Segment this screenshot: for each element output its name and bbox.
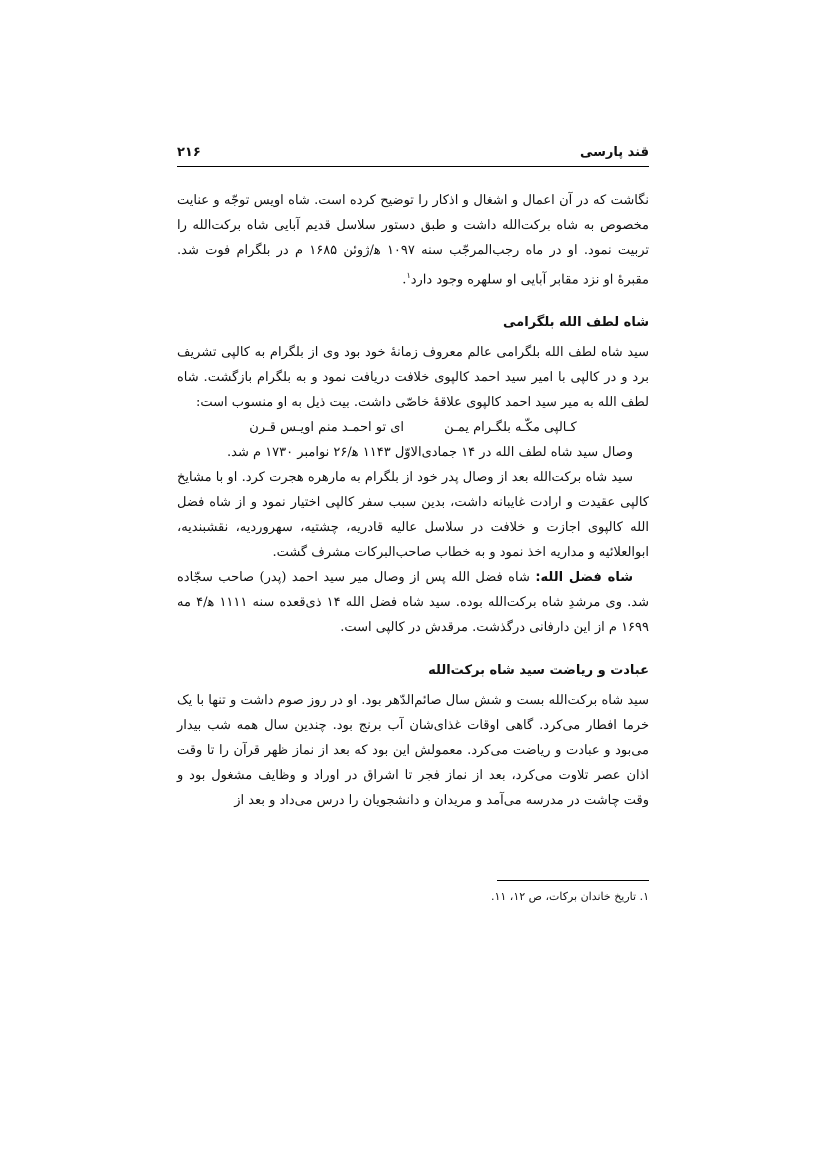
running-title: قند پارسی [579, 145, 649, 160]
footnote-rule [497, 880, 649, 881]
paragraph: سید شاه لطف الله بلگرامی عالم معروف زمانهٔ خود بود وی از بلگرام به کالپی تشریف برد و در کالپی با امیر سید احمد کالپوی خلافت دریافت نمود و به بلگرام بازگشت. شاه لطف الله به میر سید احمد کالپوی علاقهٔ خاصّی داشت. بیت ذیل به او منسوب است: [177, 345, 649, 411]
section-heading: شاه لطف الله بلگرامی [503, 315, 649, 331]
main-text [177, 188, 649, 813]
paragraph: وصال سید شاه لطف الله در ۱۴ جمادی‌الاوّل ۱۱۴۳ ﻫ/۲۶ نوامبر ۱۷۳۰ م شد. [227, 445, 633, 461]
verse-hemistich: ای تو احمـد منم اویـس قـرن [249, 420, 405, 436]
header-rule [177, 166, 649, 167]
paragraph: سید شاه برکت‌الله بست و شش سال صائم‌الدّهر بود. او در روز صوم داشت و تنها با یک خرما افطار می‌کرد. گاهی اوقات غذای‌شان آب برنج بود. چندین سال همه شب بیدار می‌بود و عبادت و ریاضت می‌کرد. معمولش این بود که بعد از نماز ظهر قرآن را تا وقت اذان عصر تلاوت می‌کرد، بعد از نماز فجر تا اشراق در اوراد و وظایف مشغول بود و وقت چاشت در مدرسه می‌آمد و مریدان و دانشجویان را درس می‌داد و بعد از [177, 693, 649, 809]
section-heading: عبادت و ریاضت سید شاه برکت‌الله [428, 663, 649, 679]
paragraph-text: نگاشت که در آن اعمال و اشغال و اذکار را توضیح کرده است. شاه اویس توجّه و عنایت مخصوص به شاه برکت‌الله داشت و طبق دستور سلاسل قدیم آبایی شاه برکت‌الله را تربیت نمود. او در ماه رجب‌المرجّب سنه ۱۰۹۷ ﻫ/ژوئن ۱۶۸۵ م در بلگرام فوت شد. مقبرهٔ او نزد مقابر آبایی او سلهره وجود دارد [177, 193, 649, 288]
footnote-marker: ۱ [406, 271, 411, 280]
paragraph-label: شاه فضل الله: [535, 570, 634, 586]
paragraph-end: . [402, 272, 407, 288]
page-number: ۲۱۶ [177, 145, 201, 160]
running-header [177, 141, 649, 163]
verse-hemistich: کـالپی مکّـه بلگـرام یمـن [444, 420, 577, 436]
paragraph [177, 188, 649, 292]
paragraph: سید شاه برکت‌الله بعد از وصال پدر خود از بلگرام به مارهره هجرت کرد. او با مشایخ کالپی عقیدت و ارادت غایبانه داشت، بدین سبب سفر کالپی اختیار نمود و از شاه فضل الله کالپوی اجازت و خلافت در سلاسل عالیه قادریه، چشتیه، سهروردیه، نقشبندیه، ابوالعلائیه و مداریه اخذ نمود و به خطاب صاحب‌البرکات مشرف گشت. [177, 470, 649, 561]
paragraph [177, 565, 649, 640]
footnote: ۱. تاریخ خاندان برکات، ص ۱۲، ۱۱. [490, 890, 649, 903]
paragraph-text: شاه فضل الله پس از وصال میر سید احمد (پدر) صاحب سجّاده شد. وی مرشدِ شاه برکت‌الله بوده. سید شاه فضل الله ۱۴ ذی‌قعده سنه ۱۱۱۱ ﻫ/۴ مه ۱۶۹۹ م از این دارفانی درگذشت. مرقدش در کالپی است. [177, 570, 649, 636]
verse [177, 415, 649, 440]
